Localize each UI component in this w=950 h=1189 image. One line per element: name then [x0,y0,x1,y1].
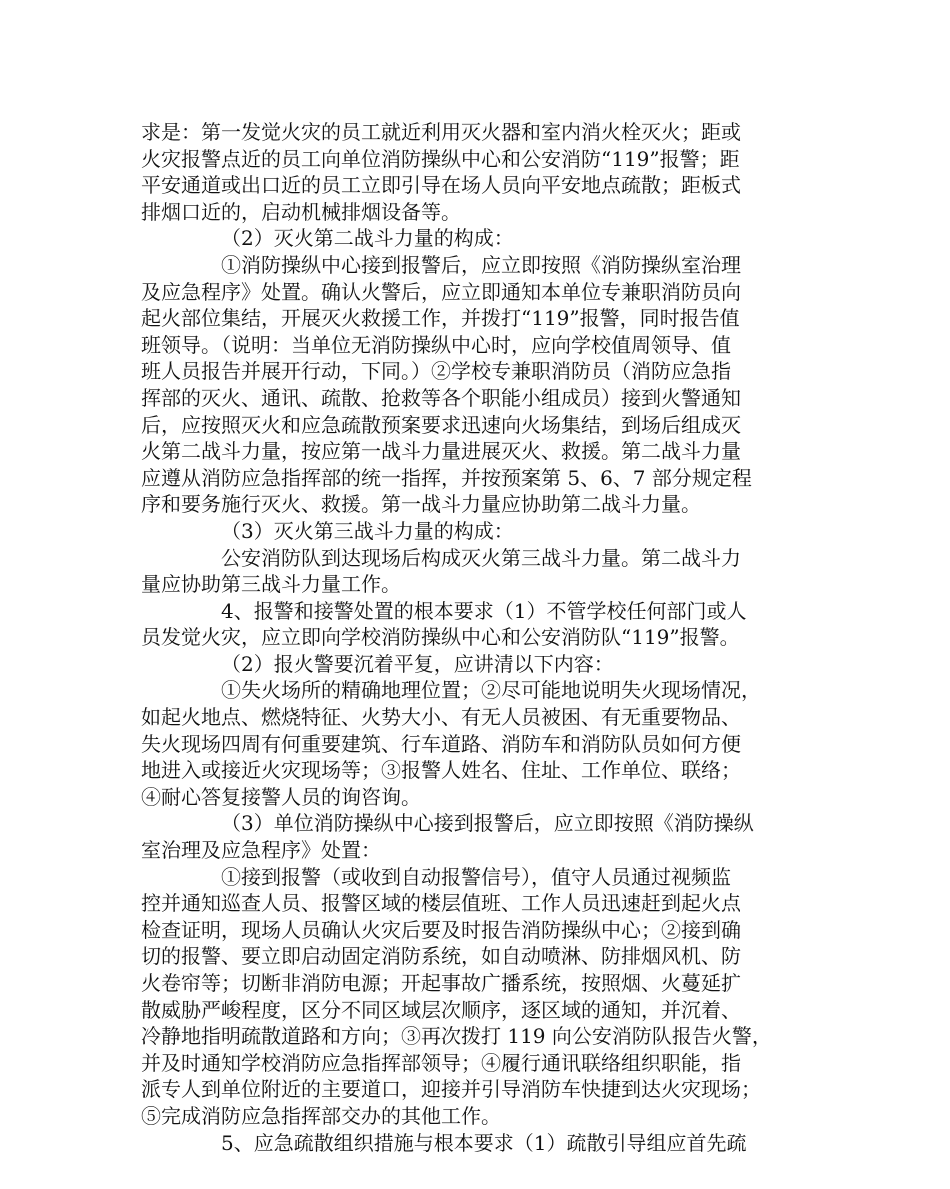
text-line: 失火现场四周有何重要建筑、行车道路、消防车和消防队员如何方便 [141,731,741,756]
text-line: 起火部位集结，开展灭火救援工作，并拨打“119”报警，同时报告值 [141,306,740,331]
text-line: 检查证明，现场人员确认火灾后要及时报告消防操纵中心；②接到确 [141,917,741,942]
text-line: 派专人到单位附近的主要道口，迎接并引导消防车快捷到达火灾现场； [141,1077,761,1102]
text-line: 班人员报告并展开行动，下同。）②学校专兼职消防员（消防应急指 [141,359,731,384]
text-line: 班领导。（说明：当单位无消防操纵中心时，应向学校值周领导、值 [141,332,731,357]
text-line: 求是：第一发觉火灾的员工就近利用灭火器和室内消火栓灭火；距或 [141,120,741,144]
text-line: ⑤完成消防应急指挥部交办的其他工作。 [141,1103,501,1128]
text-line: 火第二战斗力量，按应第一战斗力量进展灭火、救援。第二战斗力量 [141,439,741,464]
text-line: 散威胁严峻程度，区分不同区域层次顺序，逐区域的通知，并沉着、 [141,997,741,1022]
text-line: ①失火场所的精确地理位置；②尽可能地说明失火现场情况， [221,678,761,703]
text-line: 4、报警和接警处置的根本要求（1）不管学校任何部门或人 [221,598,747,623]
text-line: 火灾报警点近的员工向单位消防操纵中心和公安消防“119”报警；距 [141,146,740,171]
text-line: 室治理及应急程序》处置： [141,838,381,863]
text-line: 火卷帘等；切断非消防电源；开起事故广播系统，按照烟、火蔓延扩 [141,971,741,995]
text-line: 公安消防队到达现场后构成灭火第三战斗力量。第二战斗力 [221,545,741,570]
text-line: 切的报警、要立即启动固定消防系统，如自动喷淋、防排烟风机、防 [141,944,741,969]
text-line: 量应协助第三战斗力量工作。 [141,572,401,597]
text-line: 排烟口近的，启动机械排烟设备等。 [141,199,461,224]
text-line: 后，应按照灭火和应急疏散预案要求迅速向火场集结，到场后组成灭 [141,412,741,437]
text-line: （2）灭火第二战斗力量的构成： [221,226,514,251]
text-line: ①接到报警（或收到自动报警信号），值守人员通过视频监 [221,864,731,889]
text-line: ①消防操纵中心接到报警后，应立即按照《消防操纵室治理 [221,252,741,277]
text-line: 并及时通知学校消防应急指挥部领导；④履行通讯联络组织职能，指 [141,1050,741,1075]
text-line: （3）单位消防操纵中心接到报警后，应立即按照《消防操纵 [221,811,754,836]
text-line: 及应急程序》处置。确认火警后，应立即通知本单位专兼职消防员向 [141,279,741,304]
text-line: （3）灭火第三战斗力量的构成： [221,518,514,543]
text-line: 挥部的灭火、通讯、疏散、抢救等各个职能小组成员）接到火警通知 [141,385,741,410]
text-line: 冷静地指明疏散道路和方向；③再次拨打 119 向公安消防队报告火警， [141,1024,772,1049]
text-line: 员发觉火灾，应立即向学校消防操纵中心和公安消防队“119”报警。 [141,625,740,650]
document-body [141,119,821,1156]
text-line: 序和要务施行灭火、救援。第一战斗力量应协助第二战斗力量。 [141,492,701,517]
text-line: （2）报火警要沉着平复，应讲清以下内容： [221,651,614,676]
text-line: 5、应急疏散组织措施与根本要求（1）疏散引导组应首先疏 [221,1130,747,1155]
text-line: ④耐心答复接警人员的询咨询。 [141,784,421,809]
text-line: 平安通道或出口近的员工立即引导在场人员向平安地点疏散；距板式 [141,173,741,198]
text-line: 控并通知巡查人员、报警区域的楼层值班、工作人员迅速赶到起火点 [141,891,741,916]
text-line: 应遵从消防应急指挥部的统一指挥，并按预案第 5、6、7 部分规定程 [141,465,752,490]
text-line: 地进入或接近火灾现场等；③报警人姓名、住址、工作单位、联络； [141,758,741,783]
text-line: 如起火地点、燃烧特征、火势大小、有无人员被困、有无重要物品、 [141,705,741,730]
